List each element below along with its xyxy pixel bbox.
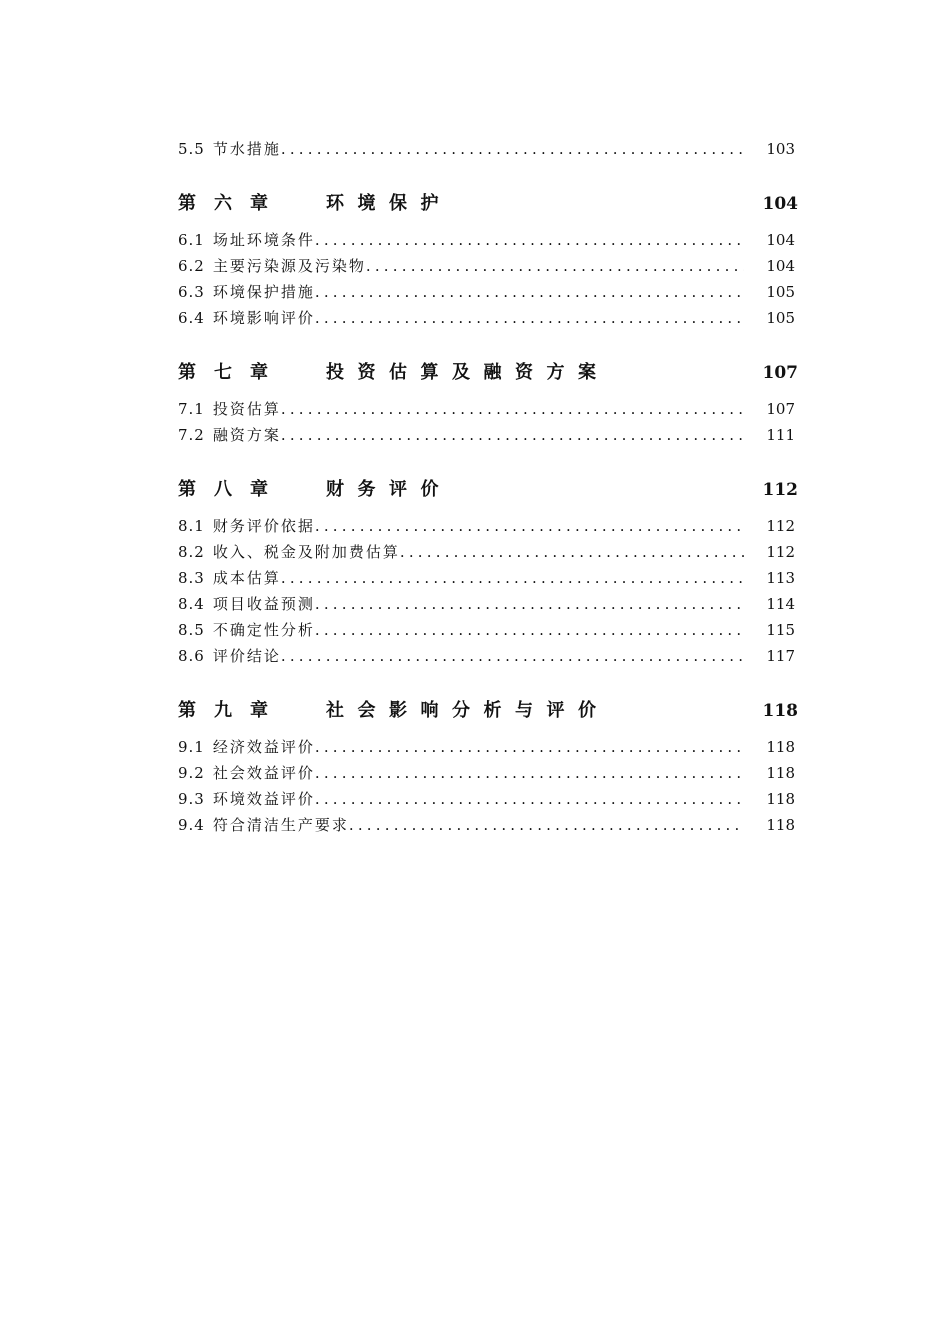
toc-entry-title: 环境影响评价 <box>212 309 315 327</box>
toc-entry-number: 8.5 <box>178 621 205 639</box>
toc-entry-page: 113 <box>766 569 795 587</box>
toc-entry-title: 财务评价依据 <box>212 517 315 535</box>
toc-entry-page: 118 <box>766 738 795 756</box>
toc-entry-6-2[interactable] <box>178 255 798 281</box>
toc-chapter-page: 104 <box>762 194 798 214</box>
table-of-contents <box>178 138 798 840</box>
toc-leader-dots <box>281 140 744 158</box>
toc-entry-title: 环境保护措施 <box>212 283 315 301</box>
toc-leader-dots <box>366 257 744 275</box>
toc-entry-page: 104 <box>766 257 795 275</box>
toc-chapter-6[interactable] <box>178 189 798 215</box>
toc-entry-number: 7.2 <box>178 426 205 444</box>
toc-entry-number: 9.1 <box>178 738 205 756</box>
toc-entry-title: 经济效益评价 <box>212 738 315 756</box>
toc-entry-page: 118 <box>766 816 795 834</box>
toc-entry-title: 融资方案 <box>212 426 281 444</box>
toc-chapter-title: 投资估算及融资方案 <box>326 362 610 383</box>
toc-entry-page: 105 <box>766 309 795 327</box>
toc-leader-dots <box>315 283 744 301</box>
toc-entry-8-6[interactable] <box>178 645 798 671</box>
toc-entry-number: 8.1 <box>178 517 205 535</box>
toc-leader-dots <box>281 569 744 587</box>
toc-entry-9-3[interactable] <box>178 788 798 814</box>
toc-leader-dots <box>281 426 744 444</box>
toc-entry-page: 115 <box>766 621 795 639</box>
toc-entry-number: 8.6 <box>178 647 205 665</box>
toc-entry-9-2[interactable] <box>178 762 798 788</box>
toc-leader-dots <box>281 400 744 418</box>
toc-leader-dots <box>315 231 744 249</box>
toc-entry-number: 6.3 <box>178 283 205 301</box>
toc-entry-5-5[interactable] <box>178 138 798 164</box>
toc-leader-dots <box>315 738 744 756</box>
toc-entry-page: 117 <box>766 647 795 665</box>
toc-entry-number: 8.2 <box>178 543 205 561</box>
toc-entry-page: 112 <box>766 517 795 535</box>
toc-leader-dots <box>315 517 744 535</box>
toc-entry-page: 112 <box>766 543 795 561</box>
toc-chapter-page: 112 <box>762 480 798 500</box>
toc-chapter-title: 社会影响分析与评价 <box>326 700 610 721</box>
toc-entry-6-3[interactable] <box>178 281 798 307</box>
toc-entry-title: 环境效益评价 <box>212 790 315 808</box>
toc-entry-page: 103 <box>766 140 795 158</box>
toc-leader-dots <box>315 790 744 808</box>
toc-entry-title: 符合清洁生产要求 <box>212 816 349 834</box>
toc-entry-number: 5.5 <box>178 140 205 158</box>
toc-entry-title: 项目收益预测 <box>212 595 315 613</box>
toc-entry-number: 8.3 <box>178 569 205 587</box>
toc-chapter-number: 第六章 <box>178 193 286 214</box>
toc-entry-8-1[interactable] <box>178 515 798 541</box>
toc-chapter-7[interactable] <box>178 358 798 384</box>
toc-chapter-number: 第八章 <box>178 479 286 500</box>
toc-leader-dots <box>315 764 744 782</box>
toc-chapter-number: 第九章 <box>178 700 286 721</box>
toc-entry-9-1[interactable] <box>178 736 798 762</box>
toc-entry-title: 评价结论 <box>212 647 281 665</box>
toc-entry-title: 收入、税金及附加费估算 <box>212 543 400 561</box>
toc-entry-number: 9.3 <box>178 790 205 808</box>
toc-entry-number: 6.1 <box>178 231 205 249</box>
toc-entry-page: 111 <box>766 426 795 444</box>
toc-entry-number: 7.1 <box>178 400 205 418</box>
toc-entry-title: 节水措施 <box>212 140 281 158</box>
toc-entry-8-3[interactable] <box>178 567 798 593</box>
toc-entry-7-2[interactable] <box>178 424 798 450</box>
toc-entry-8-2[interactable] <box>178 541 798 567</box>
toc-leader-dots <box>400 543 744 561</box>
toc-entry-7-1[interactable] <box>178 398 798 424</box>
toc-entry-6-4[interactable] <box>178 307 798 333</box>
toc-entry-page: 118 <box>766 764 795 782</box>
toc-entry-page: 104 <box>766 231 795 249</box>
toc-entry-page: 114 <box>766 595 795 613</box>
toc-entry-number: 6.4 <box>178 309 205 327</box>
toc-entry-title: 社会效益评价 <box>212 764 315 782</box>
toc-entry-9-4[interactable] <box>178 814 798 840</box>
toc-entry-title: 投资估算 <box>212 400 281 418</box>
toc-entry-number: 8.4 <box>178 595 205 613</box>
toc-entry-8-5[interactable] <box>178 619 798 645</box>
toc-chapter-title: 财务评价 <box>326 479 452 500</box>
toc-entry-6-1[interactable] <box>178 229 798 255</box>
toc-entry-title: 场址环境条件 <box>212 231 315 249</box>
toc-chapter-9[interactable] <box>178 696 798 722</box>
toc-leader-dots <box>315 595 744 613</box>
toc-leader-dots <box>315 309 744 327</box>
toc-chapter-page: 107 <box>762 363 798 383</box>
toc-entry-page: 107 <box>766 400 795 418</box>
toc-leader-dots <box>315 621 744 639</box>
toc-chapter-8[interactable] <box>178 475 798 501</box>
toc-leader-dots <box>281 647 744 665</box>
toc-entry-number: 9.2 <box>178 764 205 782</box>
toc-entry-title: 不确定性分析 <box>212 621 315 639</box>
toc-entry-number: 9.4 <box>178 816 205 834</box>
toc-chapter-number: 第七章 <box>178 362 286 383</box>
toc-entry-page: 118 <box>766 790 795 808</box>
toc-chapter-title: 环境保护 <box>326 193 452 214</box>
toc-entry-8-4[interactable] <box>178 593 798 619</box>
toc-entry-title: 主要污染源及污染物 <box>212 257 366 275</box>
toc-entry-page: 105 <box>766 283 795 301</box>
toc-entry-title: 成本估算 <box>212 569 281 587</box>
toc-chapter-page: 118 <box>762 701 798 721</box>
toc-leader-dots <box>349 816 744 834</box>
toc-entry-number: 6.2 <box>178 257 205 275</box>
